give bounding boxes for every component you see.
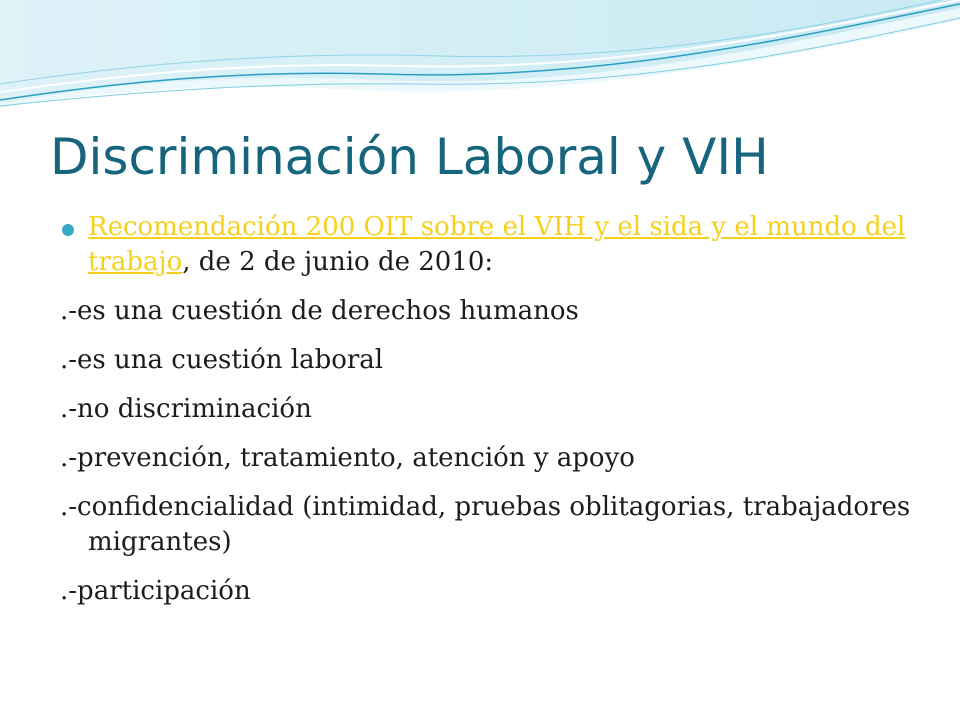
slide-body: [60, 210, 920, 609]
bullet-icon: [62, 224, 74, 236]
list-line: .-no discriminación: [60, 394, 312, 424]
list-line: .-es una cuestión de derechos humanos: [60, 296, 579, 326]
list-line: .-prevención, tratamiento, atención y apoyo: [60, 443, 635, 473]
header-wave-decoration: [0, 0, 960, 110]
recommendation-link[interactable]: Recomendación 200 OIT sobre el VIH y el sida y el mundo del trabajo: [88, 212, 906, 277]
list-line: .-confidencialidad (intimidad, pruebas oblitagorias, trabajadores migrantes): [60, 492, 911, 557]
slide-title: Discriminación Laboral y VIH: [50, 128, 769, 186]
bullet-item: [60, 210, 920, 280]
list-line: .-es una cuestión laboral: [60, 345, 384, 375]
bullet-date-text: , de 2 de junio de 2010:: [182, 247, 494, 277]
list-line: .-participación: [60, 576, 251, 606]
wave-fill-light: [0, 0, 960, 108]
